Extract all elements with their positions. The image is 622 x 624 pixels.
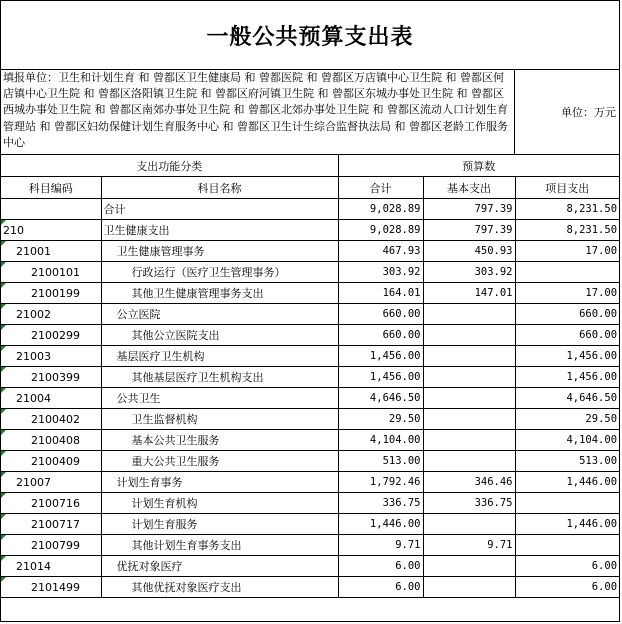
cell-name[interactable]: 行政运行（医疗卫生管理事务） — [101, 262, 338, 283]
table-row — [1, 472, 619, 493]
table-row — [1, 241, 619, 262]
cell-total[interactable]: 1,792.46 — [338, 472, 423, 493]
cell-total[interactable]: 1,446.00 — [338, 514, 423, 535]
cell-code[interactable]: 21002 — [1, 304, 101, 325]
cell-total[interactable]: 9,028.89 — [338, 220, 423, 241]
cell-total[interactable]: 6.00 — [338, 577, 423, 598]
table-row — [1, 514, 619, 535]
cell-name[interactable]: 公立医院 — [101, 304, 338, 325]
cell-name[interactable]: 基层医疗卫生机构 — [101, 346, 338, 367]
cell-name[interactable]: 重大公共卫生服务 — [101, 451, 338, 472]
cell-code[interactable] — [1, 199, 101, 220]
cell-project[interactable]: 29.50 — [515, 409, 619, 430]
cell-project[interactable]: 1,446.00 — [515, 514, 619, 535]
cell-name[interactable]: 其他卫生健康管理事务支出 — [101, 283, 338, 304]
cell-project[interactable]: 4,646.50 — [515, 388, 619, 409]
cell-basic[interactable] — [423, 556, 515, 577]
cell-basic[interactable]: 797.39 — [423, 199, 515, 220]
cell-name[interactable]: 其他公立医院支出 — [101, 325, 338, 346]
table-row — [1, 577, 619, 598]
cell-code[interactable]: 2100717 — [1, 514, 101, 535]
cell-basic[interactable]: 9.71 — [423, 535, 515, 556]
cell-basic[interactable] — [423, 325, 515, 346]
table-row — [1, 556, 619, 577]
cell-code[interactable]: 210 — [1, 220, 101, 241]
cell-basic[interactable]: 346.46 — [423, 472, 515, 493]
cell-basic[interactable] — [423, 367, 515, 388]
cell-project[interactable]: 4,104.00 — [515, 430, 619, 451]
cell-code[interactable]: 21001 — [1, 241, 101, 262]
cell-name[interactable]: 其他优抚对象医疗支出 — [101, 577, 338, 598]
header-function-group[interactable]: 支出功能分类 — [1, 155, 338, 177]
cell-basic[interactable] — [423, 304, 515, 325]
cell-name[interactable]: 卫生监督机构 — [101, 409, 338, 430]
info-bar — [1, 70, 619, 155]
cell-total[interactable]: 660.00 — [338, 325, 423, 346]
header-basic[interactable]: 基本支出 — [423, 177, 515, 199]
table-row — [1, 220, 619, 241]
cell-project[interactable] — [515, 262, 619, 283]
cell-name[interactable]: 基本公共卫生服务 — [101, 430, 338, 451]
table-row — [1, 451, 619, 472]
cell-total[interactable]: 467.93 — [338, 241, 423, 262]
cell-basic[interactable]: 303.92 — [423, 262, 515, 283]
cell-name[interactable]: 卫生健康管理事务 — [101, 241, 338, 262]
cell-total[interactable]: 4,646.50 — [338, 388, 423, 409]
cell-name[interactable]: 优抚对象医疗 — [101, 556, 338, 577]
header-name[interactable]: 科目名称 — [101, 177, 338, 199]
cell-total[interactable]: 513.00 — [338, 451, 423, 472]
cell-code[interactable]: 2101499 — [1, 577, 101, 598]
cell-project[interactable]: 8,231.50 — [515, 199, 619, 220]
table-row — [1, 388, 619, 409]
cell-project[interactable]: 8,231.50 — [515, 220, 619, 241]
cell-project[interactable]: 6.00 — [515, 577, 619, 598]
cell-code[interactable]: 21004 — [1, 388, 101, 409]
cell-code[interactable]: 2100402 — [1, 409, 101, 430]
cell-basic[interactable] — [423, 409, 515, 430]
table-row — [1, 325, 619, 346]
table-row — [1, 367, 619, 388]
cell-code[interactable]: 21003 — [1, 346, 101, 367]
header-row-columns — [1, 177, 619, 199]
cell-total[interactable]: 303.92 — [338, 262, 423, 283]
cell-project[interactable]: 1,456.00 — [515, 346, 619, 367]
cell-code[interactable]: 2100299 — [1, 325, 101, 346]
cell-project[interactable]: 1,446.00 — [515, 472, 619, 493]
cell-name[interactable]: 计划生育服务 — [101, 514, 338, 535]
cell-code[interactable]: 2100799 — [1, 535, 101, 556]
cell-name[interactable]: 合计 — [101, 199, 338, 220]
cell-total[interactable]: 336.75 — [338, 493, 423, 514]
cell-total[interactable]: 29.50 — [338, 409, 423, 430]
cell-project[interactable]: 660.00 — [515, 304, 619, 325]
cell-basic[interactable] — [423, 451, 515, 472]
cell-basic[interactable]: 336.75 — [423, 493, 515, 514]
header-code[interactable]: 科目编码 — [1, 177, 101, 199]
cell-project[interactable]: 6.00 — [515, 556, 619, 577]
cell-basic[interactable] — [423, 577, 515, 598]
cell-code[interactable]: 2100409 — [1, 451, 101, 472]
unit-label: 单位：万元 — [561, 106, 616, 119]
cell-project[interactable]: 17.00 — [515, 241, 619, 262]
cell-name[interactable]: 计划生育机构 — [101, 493, 338, 514]
table-row — [1, 409, 619, 430]
cell-project[interactable] — [515, 493, 619, 514]
budget-table — [1, 155, 619, 598]
cell-total[interactable]: 9.71 — [338, 535, 423, 556]
header-row-groups — [1, 155, 619, 177]
table-row — [1, 199, 619, 220]
cell-project[interactable]: 17.00 — [515, 283, 619, 304]
cell-project[interactable]: 513.00 — [515, 451, 619, 472]
cell-code[interactable]: 2100716 — [1, 493, 101, 514]
cell-name[interactable]: 卫生健康支出 — [101, 220, 338, 241]
cell-basic[interactable] — [423, 514, 515, 535]
cell-basic[interactable] — [423, 388, 515, 409]
cell-total[interactable]: 164.01 — [338, 283, 423, 304]
cell-total[interactable]: 9,028.89 — [338, 199, 423, 220]
table-row — [1, 535, 619, 556]
cell-name[interactable]: 计划生育事务 — [101, 472, 338, 493]
cell-name[interactable]: 其他基层医疗卫生机构支出 — [101, 367, 338, 388]
cell-basic[interactable]: 147.01 — [423, 283, 515, 304]
cell-name[interactable]: 其他计划生育事务支出 — [101, 535, 338, 556]
cell-total[interactable]: 660.00 — [338, 304, 423, 325]
table-row — [1, 430, 619, 451]
cell-code[interactable]: 21007 — [1, 472, 101, 493]
cell-code[interactable]: 21014 — [1, 556, 101, 577]
cell-basic[interactable]: 797.39 — [423, 220, 515, 241]
sheet-title: 一般公共预算支出表 — [1, 1, 619, 70]
cell-total[interactable]: 1,456.00 — [338, 367, 423, 388]
cell-code[interactable]: 2100399 — [1, 367, 101, 388]
header-budget-group[interactable]: 预算数 — [338, 155, 619, 177]
cell-total[interactable]: 6.00 — [338, 556, 423, 577]
cell-basic[interactable]: 450.93 — [423, 241, 515, 262]
table-row — [1, 346, 619, 367]
cell-total[interactable]: 4,104.00 — [338, 430, 423, 451]
table-row — [1, 283, 619, 304]
cell-project[interactable]: 1,456.00 — [515, 367, 619, 388]
cell-basic[interactable] — [423, 346, 515, 367]
table-row — [1, 304, 619, 325]
cell-code[interactable]: 2100408 — [1, 430, 101, 451]
filing-units-cell[interactable]: 填报单位：卫生和计划生育 和 曾都区卫生健康局 和 曾都医院 和 曾都区万店镇中心卫生院 和 曾都区何店镇中心卫生院 和 曾都区洛阳镇卫生院 和 曾都区府河镇卫生院 和 曾都区东城办事处卫生院 和 曾都区西城办事处卫生院 和 曾都区南郊办事处卫生院 和 曾都区北郊办事处卫生院 和 曾都区流动人口计划生育管理站 和 曾都区妇幼保健计划生育服务中心 和 曾都区卫生计生综合监督执法局 和 曾都区老龄工作服务中心 — [1, 70, 515, 154]
table-row — [1, 262, 619, 283]
cell-code[interactable]: 2100101 — [1, 262, 101, 283]
header-project[interactable]: 项目支出 — [515, 177, 619, 199]
cell-code[interactable]: 2100199 — [1, 283, 101, 304]
table-row — [1, 493, 619, 514]
cell-name[interactable]: 公共卫生 — [101, 388, 338, 409]
cell-project[interactable] — [515, 535, 619, 556]
cell-total[interactable]: 1,456.00 — [338, 346, 423, 367]
cell-project[interactable]: 660.00 — [515, 325, 619, 346]
header-total[interactable]: 合计 — [338, 177, 423, 199]
cell-basic[interactable] — [423, 430, 515, 451]
